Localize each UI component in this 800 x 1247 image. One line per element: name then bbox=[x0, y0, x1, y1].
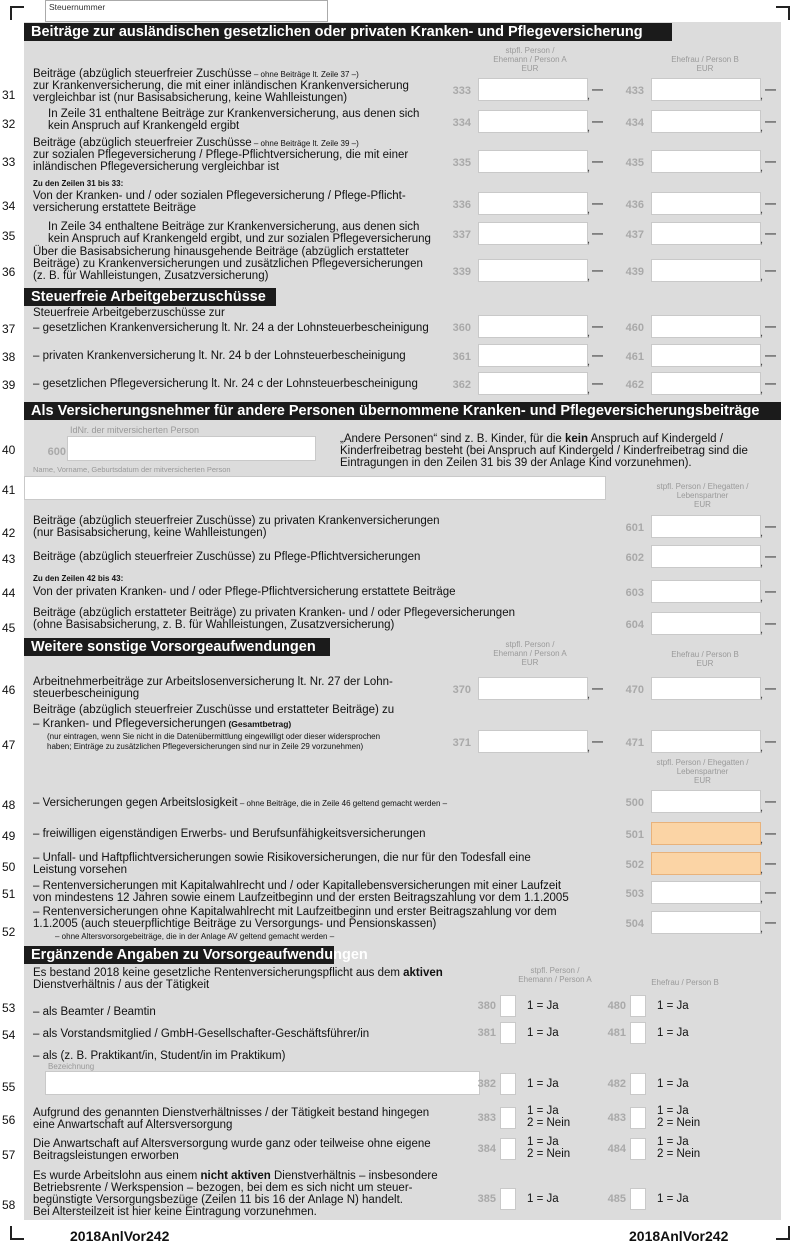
row-number: 44 bbox=[2, 586, 16, 600]
amount-field[interactable] bbox=[651, 372, 764, 396]
row-text: (z. B. für Wahlleistungen, Zusatzversicherung) bbox=[33, 270, 269, 282]
column-header: stpfl. Person / Ehegatten / Lebenspartner EUR bbox=[656, 482, 749, 509]
field-code: 360 bbox=[452, 322, 471, 334]
decimal-comma: , bbox=[760, 802, 764, 814]
row-text: Beitragsleistungen erworben bbox=[33, 1150, 179, 1162]
row-number: 50 bbox=[2, 860, 16, 874]
option-ja: 1 = Ja bbox=[527, 1193, 559, 1205]
option-nein: 2 = Nein bbox=[527, 1117, 571, 1129]
option-ja: 1 = Ja bbox=[527, 1105, 559, 1117]
row-number: 46 bbox=[2, 683, 16, 697]
text-part: Beiträge (abzüglich steuerfreier Zuschüsse bbox=[33, 137, 252, 149]
cents-dash: — bbox=[765, 887, 776, 899]
row-text: von mindestens 12 Jahren sowie einem Laufzeitbeginn und der ersten Beitragszahlung vor dem 1.1.2005 bbox=[33, 892, 569, 904]
row-text: Zu den Zeilen 42 bis 43: bbox=[33, 574, 124, 583]
cents-dash: — bbox=[765, 265, 776, 277]
decimal-comma: , bbox=[760, 923, 764, 935]
field-code: 437 bbox=[625, 229, 644, 241]
cents-dash: — bbox=[592, 116, 603, 128]
field-code: 380 bbox=[477, 1000, 496, 1012]
field-code: 434 bbox=[625, 117, 644, 129]
cents-dash: — bbox=[765, 378, 776, 390]
row-text: – freiwilligen eigenständigen Erwerbs- und Berufsunfähigkeitsversicherungen bbox=[33, 828, 426, 840]
amount-field[interactable] bbox=[651, 911, 764, 935]
cents-dash: — bbox=[592, 265, 603, 277]
amount-field[interactable] bbox=[478, 192, 591, 216]
text-part: kein bbox=[565, 433, 589, 445]
text-part: Anspruch auf Kindergeld / bbox=[588, 433, 723, 445]
row-text: Über die Basisabsicherung hinausgehende Beiträge (abzüglich erstatteter bbox=[33, 246, 409, 258]
row-number: 37 bbox=[2, 322, 16, 336]
row-text: Steuerfreie Arbeitgeberzuschüsse zur bbox=[33, 307, 225, 319]
cents-dash: — bbox=[592, 736, 603, 748]
field-code: 604 bbox=[625, 619, 644, 631]
text-part: (Gesamtbetrag) bbox=[226, 719, 292, 729]
steuernummer-label: Steuernummer bbox=[49, 2, 106, 12]
option-checkbox[interactable] bbox=[630, 1188, 646, 1210]
row-number: 43 bbox=[2, 552, 16, 566]
option-checkbox[interactable] bbox=[630, 1138, 646, 1160]
text-part: Es wurde Arbeitslohn aus einem bbox=[33, 1170, 201, 1182]
amount-field[interactable] bbox=[651, 822, 764, 846]
field-code: 460 bbox=[625, 322, 644, 334]
row-text: begünstigte Versorgungsbezüge (Zeilen 11 bis 16 der Anlage N) handelt. bbox=[33, 1194, 403, 1206]
row-number: 49 bbox=[2, 829, 16, 843]
bezeichnung-field[interactable] bbox=[45, 1071, 480, 1095]
column-header: stpfl. Person / Ehemann / Person A EUR bbox=[493, 46, 567, 73]
option-ja: 1 = Ja bbox=[527, 1136, 559, 1148]
row-number: 53 bbox=[2, 1001, 16, 1015]
field-code: 362 bbox=[452, 379, 471, 391]
column-header: Ehefrau / Person B EUR bbox=[671, 650, 739, 668]
row-text: – privaten Krankenversicherung lt. Nr. 24 b der Lohnsteuerbescheinigung bbox=[33, 350, 406, 362]
row-text bbox=[33, 718, 291, 731]
row-text: Leistung vorsehen bbox=[33, 864, 127, 876]
cents-dash: — bbox=[765, 736, 776, 748]
field-code: 504 bbox=[625, 918, 644, 930]
decimal-comma: , bbox=[760, 122, 764, 134]
row-number: 39 bbox=[2, 378, 16, 392]
field-code: 503 bbox=[625, 888, 644, 900]
cents-dash: — bbox=[592, 228, 603, 240]
row-number: 56 bbox=[2, 1113, 16, 1127]
name-field[interactable] bbox=[24, 476, 606, 500]
option-checkbox[interactable] bbox=[500, 1188, 516, 1210]
field-code: 370 bbox=[452, 684, 471, 696]
field-code: 603 bbox=[625, 587, 644, 599]
field-code: 482 bbox=[607, 1078, 626, 1090]
field-code: 483 bbox=[607, 1112, 626, 1124]
field-code: 501 bbox=[625, 829, 644, 841]
section-title: Beiträge zur ausländischen gesetzlichen oder privaten Kranken- und Pflegeversicherung bbox=[24, 23, 672, 41]
row-text: Beiträge (abzüglich steuerfreier Zuschüsse) zu Pflege-Pflichtversicherungen bbox=[33, 551, 421, 563]
option-checkbox[interactable] bbox=[500, 1073, 516, 1095]
field-code: 485 bbox=[607, 1193, 626, 1205]
text-part: – Kranken- und Pflegeversicherungen bbox=[33, 718, 227, 730]
decimal-comma: , bbox=[587, 271, 591, 283]
decimal-comma: , bbox=[587, 162, 591, 174]
amount-field[interactable] bbox=[651, 580, 764, 604]
section-title: Steuerfreie Arbeitgeberzuschüsse bbox=[24, 288, 276, 306]
decimal-comma: , bbox=[760, 90, 764, 102]
decimal-comma: , bbox=[760, 527, 764, 539]
row-text: Beiträge) zu Krankenversicherungen und zusätzlichen Pflegeversicherungen bbox=[33, 258, 423, 270]
row-text: – als (z. B. Praktikant/in, Student/in im Praktikum) bbox=[33, 1050, 286, 1062]
row-text: – gesetzlichen Krankenversicherung lt. Nr. 24 a der Lohnsteuerbescheinigung bbox=[33, 322, 429, 334]
info-text: Eintragungen in den Zeilen 31 bis 39 der Anlage Kind vorzunehmen). bbox=[340, 457, 692, 469]
row-text: (ohne Basisabsicherung, z. B. für Wahlleistungen, Zusatzversicherung) bbox=[33, 619, 395, 631]
row-number: 57 bbox=[2, 1148, 16, 1162]
field-code: 470 bbox=[625, 684, 644, 696]
decimal-comma: , bbox=[760, 742, 764, 754]
row-text: vergleichbar ist (nur Basisabsicherung, keine Wahlleistungen) bbox=[33, 92, 348, 104]
cents-dash: — bbox=[592, 321, 603, 333]
text-part: – ohne Beiträge, die in Zeile 46 geltend gemacht werden – bbox=[237, 799, 448, 808]
option-nein: 2 = Nein bbox=[657, 1117, 701, 1129]
row-number: 31 bbox=[2, 88, 16, 102]
amount-field[interactable] bbox=[651, 612, 764, 636]
decimal-comma: , bbox=[587, 122, 591, 134]
amount-field[interactable] bbox=[478, 730, 591, 754]
field-code: 436 bbox=[625, 199, 644, 211]
cents-dash: — bbox=[765, 228, 776, 240]
text-part: aktiven bbox=[403, 967, 443, 979]
row-text: eine Anwartschaft auf Altersversorgung bbox=[33, 1119, 233, 1131]
row-number: 34 bbox=[2, 199, 16, 213]
field-code: 381 bbox=[477, 1027, 496, 1039]
cents-dash: — bbox=[765, 551, 776, 563]
info-text bbox=[340, 433, 723, 446]
field-code: 433 bbox=[625, 85, 644, 97]
field-code: 439 bbox=[625, 266, 644, 278]
row-text: In Zeile 31 enthaltene Beiträge zur Krankenversicherung, aus denen sich bbox=[48, 108, 420, 120]
amount-field[interactable] bbox=[478, 222, 591, 246]
cents-dash: — bbox=[592, 378, 603, 390]
cents-dash: — bbox=[765, 321, 776, 333]
row-text: inländischen Pflegeversicherung vergleichbar ist bbox=[33, 161, 280, 173]
row-text: kein Anspruch auf Krankengeld ergibt bbox=[48, 120, 240, 132]
option-ja: 1 = Ja bbox=[657, 1000, 689, 1012]
row-text: – Rentenversicherungen ohne Kapitalwahlrecht mit Laufzeitbeginn und erster Beitragszahlung vor dem bbox=[33, 906, 557, 918]
field-code: 601 bbox=[625, 522, 644, 534]
row-number: 55 bbox=[2, 1080, 16, 1094]
option-checkbox[interactable] bbox=[500, 1107, 516, 1129]
option-checkbox[interactable] bbox=[630, 1022, 646, 1044]
column-header: stpfl. Person / Ehemann / Person A EUR bbox=[493, 640, 567, 667]
field-code: 435 bbox=[625, 157, 644, 169]
row-text: – gesetzlichen Pflegeversicherung lt. Nr. 24 c der Lohnsteuerbescheinigung bbox=[33, 378, 418, 390]
field-code: 371 bbox=[452, 737, 471, 749]
amount-field[interactable] bbox=[478, 315, 591, 339]
row-number: 47 bbox=[2, 738, 16, 752]
text-part: Beiträge (abzüglich steuerfreier Zuschüsse bbox=[33, 68, 252, 80]
text-part: nicht aktiven bbox=[200, 1170, 271, 1182]
steuernummer-field[interactable] bbox=[45, 0, 328, 22]
option-checkbox[interactable] bbox=[500, 1138, 516, 1160]
amount-field[interactable] bbox=[478, 259, 591, 283]
decimal-comma: , bbox=[760, 557, 764, 569]
field-code: 602 bbox=[625, 552, 644, 564]
row-number: 51 bbox=[2, 887, 16, 901]
cents-dash: — bbox=[765, 618, 776, 630]
field-code: 502 bbox=[625, 859, 644, 871]
field-code: 383 bbox=[477, 1112, 496, 1124]
field-code: 336 bbox=[452, 199, 471, 211]
row-number: 48 bbox=[2, 798, 16, 812]
decimal-comma: , bbox=[587, 384, 591, 396]
decimal-comma: , bbox=[587, 742, 591, 754]
decimal-comma: , bbox=[760, 384, 764, 396]
row-number: 42 bbox=[2, 526, 16, 540]
row-text: Dienstverhältnis / aus der Tätigkeit bbox=[33, 979, 210, 991]
crop-mark-bottom-left bbox=[10, 1226, 24, 1240]
amount-field[interactable] bbox=[651, 150, 764, 174]
option-ja: 1 = Ja bbox=[657, 1193, 689, 1205]
amount-field[interactable] bbox=[651, 259, 764, 283]
decimal-comma: , bbox=[587, 689, 591, 701]
option-ja: 1 = Ja bbox=[657, 1105, 689, 1117]
amount-field[interactable] bbox=[651, 545, 764, 569]
text-part: – Versicherungen gegen Arbeitslosigkeit bbox=[33, 797, 238, 809]
row-text: zur Krankenversicherung, die mit einer inländischen Krankenversicherung bbox=[33, 80, 409, 92]
row-text: (nur eintragen, wenn Sie nicht in die Datenübermittlung eingewilligt oder dieser widersprochen bbox=[47, 732, 381, 741]
option-ja: 1 = Ja bbox=[527, 1000, 559, 1012]
decimal-comma: , bbox=[587, 234, 591, 246]
column-header: Ehefrau / Person B bbox=[651, 978, 719, 987]
row-text bbox=[33, 797, 447, 811]
amount-field[interactable] bbox=[478, 110, 591, 134]
cents-dash: — bbox=[765, 521, 776, 533]
row-text: steuerbescheinigung bbox=[33, 688, 140, 700]
crop-mark-top-right bbox=[776, 6, 790, 20]
row-text: (nur Basisabsicherung, keine Wahlleistungen) bbox=[33, 527, 267, 539]
decimal-comma: , bbox=[760, 271, 764, 283]
option-ja: 1 = Ja bbox=[527, 1027, 559, 1039]
amount-field[interactable] bbox=[651, 515, 764, 539]
option-checkbox[interactable] bbox=[630, 995, 646, 1017]
cents-dash: — bbox=[765, 683, 776, 695]
text-part: Dienstverhältnis – insbesondere bbox=[270, 1170, 438, 1182]
row-text: Die Anwartschaft auf Altersversorgung wurde ganz oder teilweise ohne eigene bbox=[33, 1138, 431, 1150]
amount-field[interactable] bbox=[651, 344, 764, 368]
amount-field[interactable] bbox=[478, 344, 591, 368]
row-number: 54 bbox=[2, 1028, 16, 1042]
decimal-comma: , bbox=[760, 592, 764, 604]
field-code: 480 bbox=[607, 1000, 626, 1012]
section-title: Weitere sonstige Vorsorgeaufwendungen bbox=[24, 638, 330, 656]
row-text: kein Anspruch auf Krankengeld ergibt, und zur sozialen Pflegeversicherung bbox=[48, 233, 431, 245]
crop-mark-top-left bbox=[10, 6, 24, 20]
row-number: 33 bbox=[2, 155, 16, 169]
amount-field[interactable] bbox=[651, 78, 764, 102]
row-text: In Zeile 34 enthaltene Beiträge zur Krankenversicherung, aus denen sich bbox=[48, 221, 420, 233]
row-number: 58 bbox=[2, 1198, 16, 1212]
text-part: – ohne Beiträge lt. Zeile 37 –) bbox=[251, 70, 359, 79]
row-number: 45 bbox=[2, 621, 16, 635]
cents-dash: — bbox=[592, 84, 603, 96]
amount-field[interactable] bbox=[651, 192, 764, 216]
row-text: – als Beamter / Beamtin bbox=[33, 1006, 156, 1018]
info-text: Kinderfreibetrag besteht (bei Anspruch auf Kindergeld / Kinderfreibetrag sind die bbox=[340, 445, 748, 457]
option-nein: 2 = Nein bbox=[657, 1148, 701, 1160]
amount-field[interactable] bbox=[478, 372, 591, 396]
amount-field[interactable] bbox=[478, 677, 591, 701]
field-code: 339 bbox=[452, 266, 471, 278]
row-text: 1.1.2005 (auch steuerpflichtige Beiträge zu Versorgungs- und Pensionskassen) bbox=[33, 918, 437, 930]
decimal-comma: , bbox=[760, 234, 764, 246]
row-number: 36 bbox=[2, 265, 16, 279]
text-part: Es bestand 2018 keine gesetzliche Rentenversicherungspflicht aus dem bbox=[33, 967, 404, 979]
row-text: versicherung erstattete Beiträge bbox=[33, 202, 197, 214]
text-part: „Andere Personen“ sind z. B. Kinder, für die bbox=[340, 433, 566, 445]
option-ja: 1 = Ja bbox=[657, 1136, 689, 1148]
field-code: 462 bbox=[625, 379, 644, 391]
decimal-comma: , bbox=[760, 834, 764, 846]
row-text: – Unfall- und Haftpflichtversicherungen sowie Risikoversicherungen, die nur für den Todesfall eine bbox=[33, 852, 531, 864]
field-code: 333 bbox=[452, 85, 471, 97]
row-number: 35 bbox=[2, 229, 16, 243]
field-code: 337 bbox=[452, 229, 471, 241]
bezeichnung-label: Bezeichnung bbox=[48, 1062, 95, 1071]
field-code: 461 bbox=[625, 351, 644, 363]
cents-dash: — bbox=[592, 156, 603, 168]
cents-dash: — bbox=[592, 350, 603, 362]
row-text: – Rentenversicherungen mit Kapitalwahlrecht und / oder Kapitallebensversicherungen mit einer Laufzeit bbox=[33, 880, 562, 892]
row-number: 32 bbox=[2, 117, 16, 131]
row-number: 40 bbox=[2, 443, 16, 457]
row-text: Zu den Zeilen 31 bis 33: bbox=[33, 179, 124, 188]
crop-mark-bottom-right bbox=[776, 1226, 790, 1240]
amount-field[interactable] bbox=[651, 852, 764, 876]
row-text: Bei Altersteilzeit ist hier keine Eintragung vorzunehmen. bbox=[33, 1206, 317, 1218]
decimal-comma: , bbox=[760, 204, 764, 216]
column-header: stpfl. Person / Ehegatten / Lebenspartner EUR bbox=[656, 758, 749, 785]
field-code: 382 bbox=[477, 1078, 496, 1090]
cents-dash: — bbox=[765, 84, 776, 96]
row-text: Beiträge (abzüglich steuerfreier Zuschüsse und erstatteter Beiträge) zu bbox=[33, 704, 395, 716]
decimal-comma: , bbox=[760, 162, 764, 174]
amount-field[interactable] bbox=[651, 881, 764, 905]
row-number: 38 bbox=[2, 350, 16, 364]
decimal-comma: , bbox=[760, 356, 764, 368]
row-text: Beiträge (abzüglich erstatteter Beiträge) zu privaten Kranken- und / oder Pflegeversicherungen bbox=[33, 607, 515, 619]
field-code: 600 bbox=[47, 446, 66, 458]
decimal-comma: , bbox=[587, 204, 591, 216]
option-checkbox[interactable] bbox=[500, 995, 516, 1017]
decimal-comma: , bbox=[760, 893, 764, 905]
form-id-left: 2018AnlVor242 bbox=[70, 1228, 170, 1244]
idnr-field[interactable] bbox=[67, 436, 316, 461]
amount-field[interactable] bbox=[651, 110, 764, 134]
decimal-comma: , bbox=[587, 90, 591, 102]
row-text: Aufgrund des genannten Dienstverhältnisses / der Tätigkeit bestand hingegen bbox=[33, 1107, 430, 1119]
amount-field[interactable] bbox=[478, 78, 591, 102]
amount-field[interactable] bbox=[651, 315, 764, 339]
option-checkbox[interactable] bbox=[630, 1073, 646, 1095]
row-text: Arbeitnehmerbeiträge zur Arbeitslosenversicherung lt. Nr. 27 der Lohn- bbox=[33, 676, 393, 688]
column-header: stpfl. Person / Ehemann / Person A bbox=[518, 966, 592, 984]
row-text: Betriebsrente / Werkspension – bezogen, bei dem es sich nicht um steuer- bbox=[33, 1182, 413, 1194]
row-text: Von der privaten Kranken- und / oder Pflege-Pflichtversicherung erstattete Beiträge bbox=[33, 586, 456, 598]
option-ja: 1 = Ja bbox=[657, 1078, 689, 1090]
amount-field[interactable] bbox=[651, 677, 764, 701]
section-title: Als Versicherungsnehmer für andere Personen übernommene Kranken- und Pflegeversicherungsbeiträge bbox=[24, 402, 781, 420]
row-number: 41 bbox=[2, 483, 16, 497]
row-text: Von der Kranken- und / oder sozialen Pflegeversicherung / Pflege-Pflicht- bbox=[33, 190, 406, 202]
cents-dash: — bbox=[765, 350, 776, 362]
row-text bbox=[33, 1170, 438, 1183]
section-title: Ergänzende Angaben zu Vorsorgeaufwendungen bbox=[24, 946, 334, 964]
name-label: Name, Vorname, Geburtsdatum der mitversicherten Person bbox=[33, 465, 231, 474]
row-text: haben; Einträge zu zusätzlichen Pflegeversicherungen sind nur in Zeile 29 vorzunehmen) bbox=[47, 742, 364, 751]
cents-dash: — bbox=[592, 198, 603, 210]
row-text bbox=[33, 967, 443, 980]
option-nein: 2 = Nein bbox=[527, 1148, 571, 1160]
cents-dash: — bbox=[592, 683, 603, 695]
field-code: 335 bbox=[452, 157, 471, 169]
decimal-comma: , bbox=[760, 624, 764, 636]
amount-field[interactable] bbox=[478, 150, 591, 174]
row-text: Beiträge (abzüglich steuerfreier Zuschüsse) zu privaten Krankenversicherungen bbox=[33, 515, 440, 527]
option-checkbox[interactable] bbox=[500, 1022, 516, 1044]
idnr-label: IdNr. der mitversicherten Person bbox=[70, 425, 200, 435]
cents-dash: — bbox=[765, 116, 776, 128]
amount-field[interactable] bbox=[651, 222, 764, 246]
field-code: 484 bbox=[607, 1143, 626, 1155]
row-text: zur sozialen Pflegeversicherung / Pflege-Pflichtversicherung, die mit einer bbox=[33, 149, 409, 161]
field-code: 361 bbox=[452, 351, 471, 363]
cents-dash: — bbox=[765, 796, 776, 808]
cents-dash: — bbox=[765, 156, 776, 168]
decimal-comma: , bbox=[760, 864, 764, 876]
field-code: 500 bbox=[625, 797, 644, 809]
row-text: – als Vorstandsmitglied / GmbH-Gesellschafter-Geschäftsführer/in bbox=[33, 1028, 370, 1040]
decimal-comma: , bbox=[587, 356, 591, 368]
cents-dash: — bbox=[765, 917, 776, 929]
decimal-comma: , bbox=[760, 327, 764, 339]
row-number: 52 bbox=[2, 925, 16, 939]
cents-dash: — bbox=[765, 828, 776, 840]
text-part: – ohne Beiträge lt. Zeile 39 –) bbox=[251, 139, 359, 148]
cents-dash: — bbox=[765, 586, 776, 598]
field-code: 481 bbox=[607, 1027, 626, 1039]
option-ja: 1 = Ja bbox=[657, 1027, 689, 1039]
decimal-comma: , bbox=[760, 689, 764, 701]
form-id-right: 2018AnlVor242 bbox=[629, 1228, 729, 1244]
field-code: 385 bbox=[477, 1193, 496, 1205]
cents-dash: — bbox=[765, 858, 776, 870]
row-text: – ohne Altersvorsorgebeiträge, die in der Anlage AV geltend gemacht werden – bbox=[55, 932, 335, 941]
option-ja: 1 = Ja bbox=[527, 1078, 559, 1090]
amount-field[interactable] bbox=[651, 790, 764, 814]
field-code: 384 bbox=[477, 1143, 496, 1155]
column-header: Ehefrau / Person B EUR bbox=[671, 55, 739, 73]
option-checkbox[interactable] bbox=[630, 1107, 646, 1129]
field-code: 334 bbox=[452, 117, 471, 129]
field-code: 471 bbox=[625, 737, 644, 749]
decimal-comma: , bbox=[587, 327, 591, 339]
amount-field[interactable] bbox=[651, 730, 764, 754]
cents-dash: — bbox=[765, 198, 776, 210]
